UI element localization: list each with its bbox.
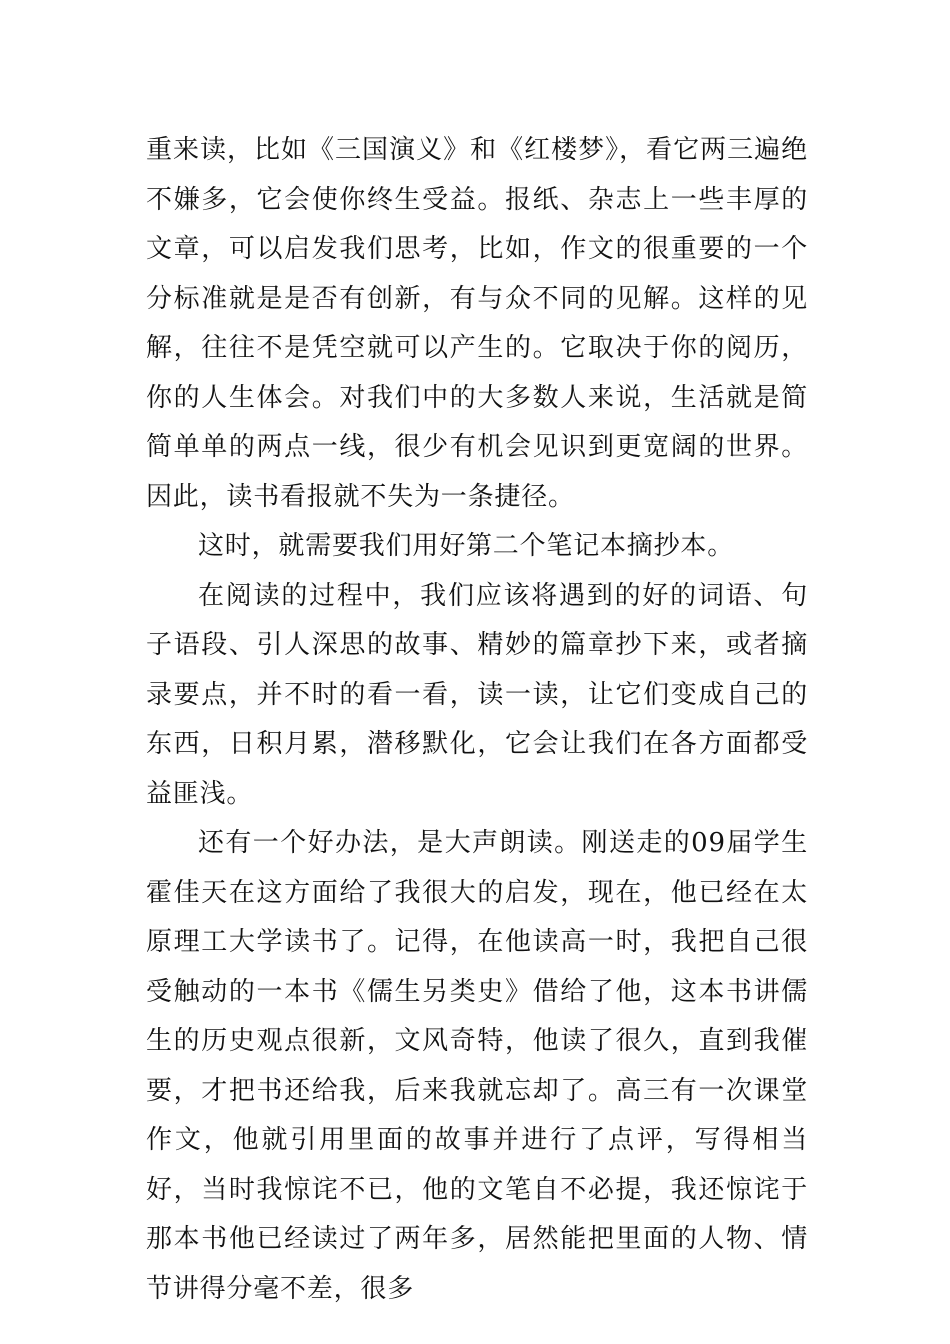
paragraph-excerpting: 在阅读的过程中，我们应该将遇到的好的词语、句子语段、引人深思的故事、精妙的篇章抄下来，或者摘录要点，并不时的看一看，读一读，让它们变成自己的东西，日积月累，潜移默化，它会让我们在各方面都受益匪浅。 — [146, 580, 808, 809]
paragraph-notebook: 这时，就需要我们用好第二个笔记本摘抄本。 — [198, 531, 735, 561]
document-body — [146, 126, 808, 1314]
paragraph-continued: 重来读，比如《三国演义》和《红楼梦》，看它两三遍绝不嫌多，它会使你终生受益。报纸、杂志上一些丰厚的文章，可以启发我们思考，比如，作文的很重要的一个分标准就是是否有创新，有与众不同的见解。这样的见解，往往不是凭空就可以产生的。它取决于你的阅历，你的人生体会。对我们中的大多数人来说，生活就是简简单单的两点一线，很少有机会见识到更宽阔的世界。因此，读书看报就不失为一条捷径。 — [146, 135, 808, 512]
paragraph-reading-aloud: 还有一个好办法，是大声朗读。刚送走的09届学生霍佳天在这方面给了我很大的启发，现在，他已经在太原理工大学读书了。记得，在他读高一时，我把自己很受触动的一本书《儒生另类史》借给了他，这本书讲儒生的历史观点很新，文风奇特，他读了很久，直到我催要，才把书还给我，后来我就忘却了。高三有一次课堂作文，他就引用里面的故事并进行了点评，写得相当好，当时我惊诧不已，他的文笔自不必提，我还惊诧于那本书他已经读过了两年多，居然能把里面的人物、情节讲得分毫不差，很多 — [146, 828, 808, 1304]
